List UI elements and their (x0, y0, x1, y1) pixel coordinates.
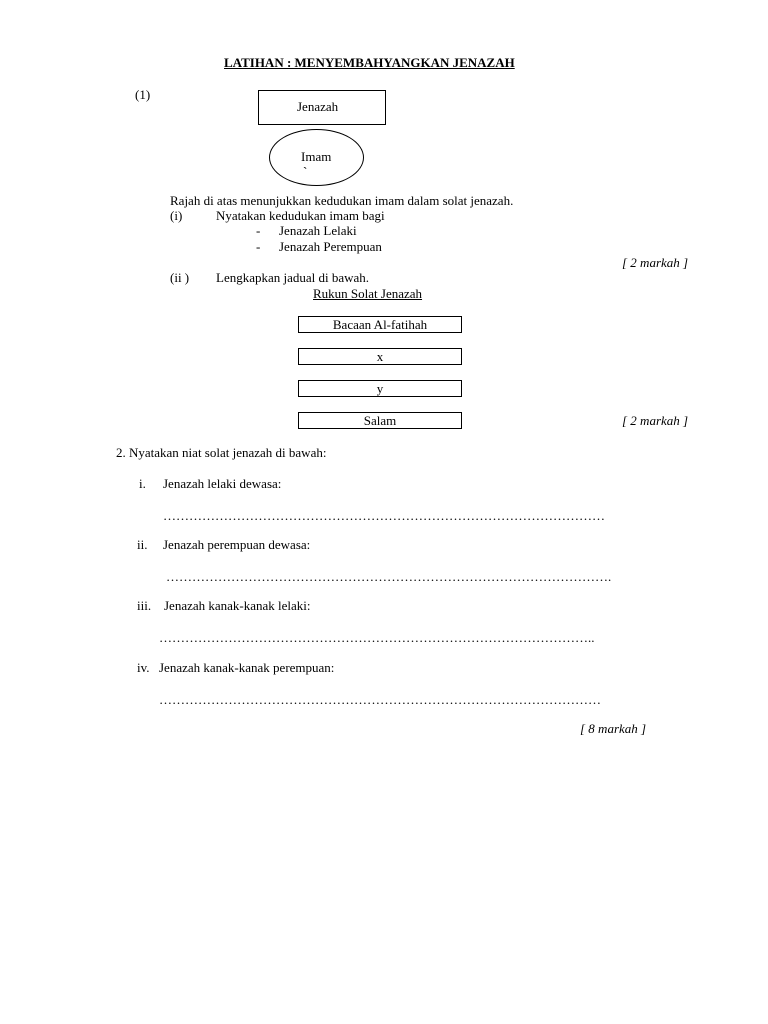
jenazah-box (258, 90, 386, 125)
part-ii-marks: [ 2 markah ] (622, 413, 689, 428)
part-ii-number: (ii ) (170, 270, 190, 285)
question-1-intro: Rajah di atas menunjukkan kedudukan imam dalam solat jenazah. (170, 193, 514, 208)
q2-item-text: Jenazah kanak-kanak perempuan: (159, 660, 335, 675)
part-ii-text: Lengkapkan jadual di bawah. (216, 270, 370, 285)
imam-ellipse (269, 129, 364, 186)
answer-line: …………………………………………………………………………………………. (166, 569, 612, 584)
part-i-number: (i) (170, 208, 183, 223)
jenazah-box-label: Jenazah (297, 99, 339, 114)
imam-mark: ` (303, 164, 308, 179)
rukun-row (298, 380, 462, 397)
rukun-row (298, 316, 462, 333)
q2-item-text: Jenazah perempuan dewasa: (163, 537, 311, 552)
part-i-item-dash: - (256, 223, 261, 238)
rukun-row-label: Salam (363, 413, 397, 428)
imam-label: Imam (301, 149, 332, 164)
table-title: Rukun Solat Jenazah (313, 286, 423, 301)
question-2-prompt: 2. Nyatakan niat solat jenazah di bawah: (116, 445, 327, 460)
q2-item-number: iii. (137, 598, 152, 613)
part-i-item: Jenazah Perempuan (279, 239, 382, 254)
answer-line: ……………………………………………………………………………………….. (159, 630, 595, 645)
answer-line: ………………………………………………………………………………………… (159, 692, 601, 707)
page-title: LATIHAN : MENYEMBAHYANGKAN JENAZAH (224, 55, 515, 70)
question-1-number: (1) (135, 87, 151, 102)
q2-item-text: Jenazah kanak-kanak lelaki: (164, 598, 311, 613)
q2-item-number: i. (139, 476, 146, 491)
q2-marks: [ 8 markah ] (580, 721, 647, 736)
part-i-text: Nyatakan kedudukan imam bagi (216, 208, 385, 223)
rukun-row-label: x (376, 349, 384, 364)
q2-item-number: iv. (137, 660, 150, 675)
q2-item-text: Jenazah lelaki dewasa: (163, 476, 282, 491)
part-i-item: Jenazah Lelaki (279, 223, 357, 238)
rukun-row (298, 348, 462, 365)
answer-line: ………………………………………………………………………………………… (163, 508, 605, 523)
q2-item-number: ii. (137, 537, 148, 552)
rukun-row-label: Bacaan Al-fatihah (332, 317, 428, 332)
part-i-item-dash: - (256, 239, 261, 254)
rukun-row-label: y (376, 381, 384, 396)
rukun-row (298, 412, 462, 429)
part-i-marks: [ 2 markah ] (622, 255, 689, 270)
